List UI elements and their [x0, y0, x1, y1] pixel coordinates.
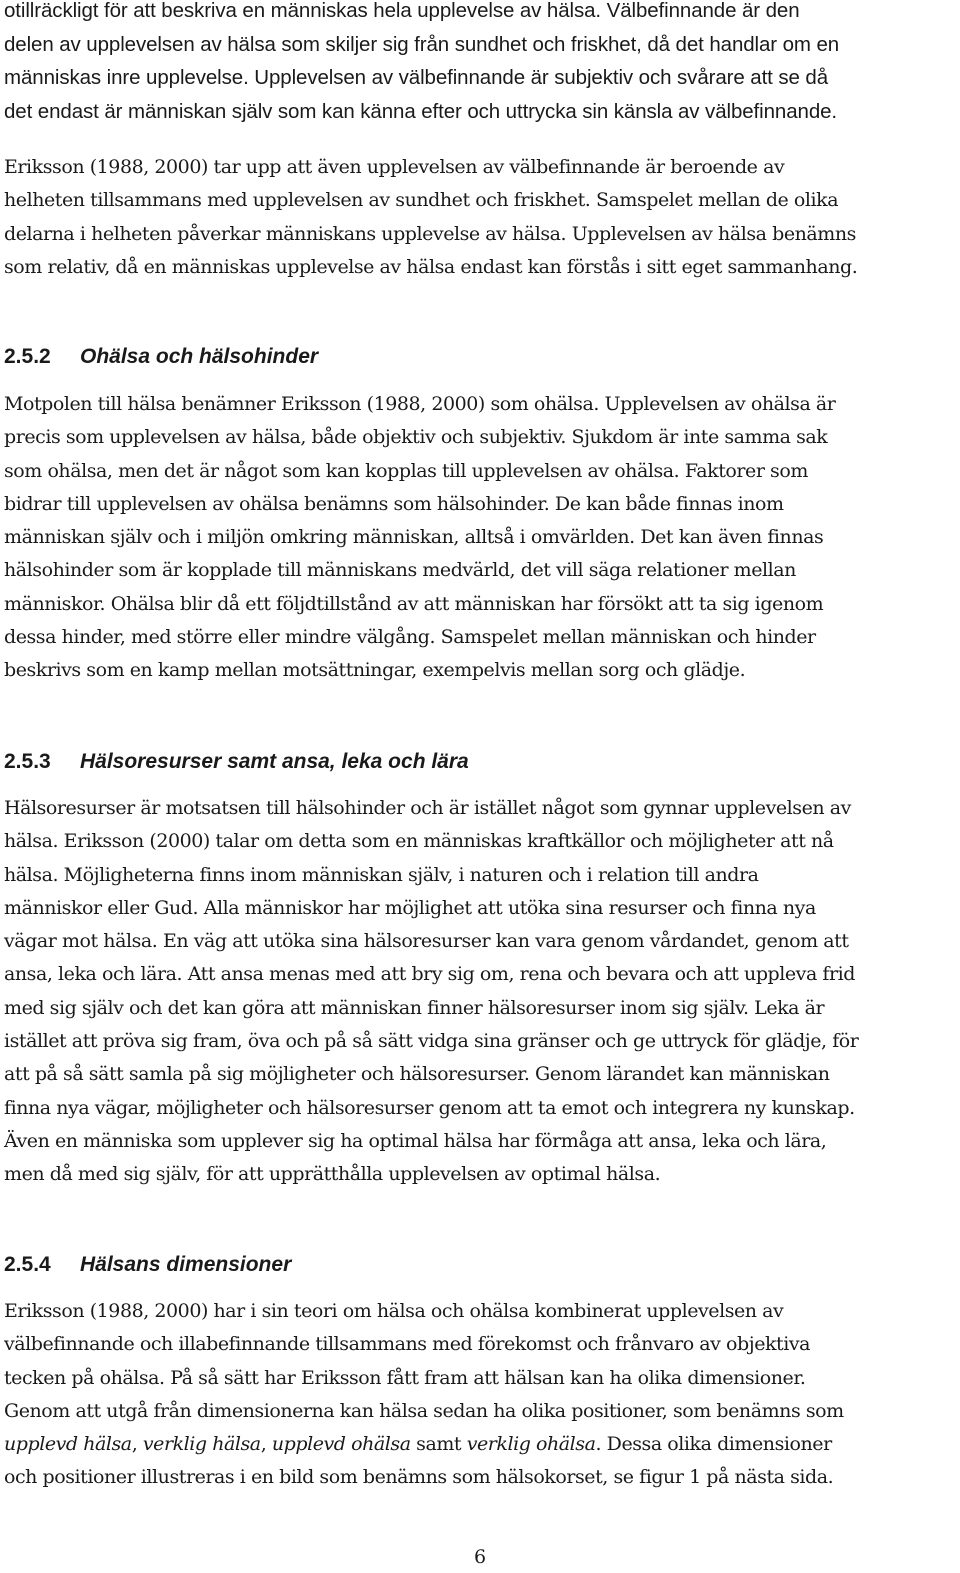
text-line: människor eller Gud. Alla människor har möjlighet att utöka sina resurser och finna nya — [4, 896, 816, 919]
separator: , — [260, 1433, 272, 1456]
section-number: 2.5.4 — [4, 1253, 51, 1276]
text-continuation: . Dessa olika dimensioner — [595, 1433, 832, 1456]
text-line: ansa, leka och lära. Att ansa menas med att bry sig om, rena och bevara och att uppleva frid — [4, 963, 855, 986]
section-title: Hälsans dimensioner — [80, 1253, 292, 1276]
text-line: delarna i helheten påverkar människans upplevelse av hälsa. Upplevelsen av hälsa benämns — [4, 222, 856, 245]
text-line: tecken på ohälsa. På så sätt har Eriksson fått fram att hälsan kan ha olika dimensioner. — [4, 1366, 806, 1389]
text-line: istället att pröva sig fram, öva och på så sätt vidga sina gränser och ge uttryck för glädje, för — [4, 1030, 859, 1053]
text-line: med sig själv och det kan göra att människan finner hälsoresurser inom sig själv. Leka är — [4, 996, 825, 1019]
term-verklig-halsa: verklig hälsa — [142, 1433, 261, 1456]
text-line: hälsohinder som är kopplade till människans medvärld, det vill säga relationer mellan — [4, 559, 796, 582]
text-line: helheten tillsammans med upplevelsen av sundhet och friskhet. Samspelet mellan de olika — [4, 189, 839, 212]
text-line: Genom att utgå från dimensionerna kan hälsa sedan ha olika positioner, som benämns som — [4, 1399, 844, 1422]
text-line: dessa hinder, med större eller mindre välgång. Samspelet mellan människan och hinder — [4, 626, 816, 649]
section-2-5-4-body — [4, 1295, 954, 1495]
separator: , — [131, 1433, 143, 1456]
intro-paragraph-serif — [4, 151, 954, 284]
section-title: Ohälsa och hälsohinder — [80, 345, 319, 368]
section-number: 2.5.3 — [4, 750, 51, 773]
text-line: Eriksson (1988, 2000) tar upp att även upplevelsen av välbefinnande är beroende av — [4, 156, 785, 178]
text-line: Även en människa som upplever sig ha optimal hälsa har förmåga att ansa, leka och lära, — [4, 1129, 827, 1152]
text-line: hälsa. Möjligheterna finns inom människan själv, i naturen och i relation till andra — [4, 863, 759, 886]
text-line: att på så sätt samla på sig möjligheter och hälsoresurser. Genom lärandet kan människan — [4, 1063, 830, 1086]
text-line: precis som upplevelsen av hälsa, både objektiv och subjektiv. Sjukdom är inte samma sak — [4, 426, 828, 449]
section-2-5-2-body — [4, 388, 954, 688]
section-heading-2-5-2 — [4, 345, 318, 369]
page-number: 6 — [473, 1546, 487, 1568]
text-line: Hälsoresurser är motsatsen till hälsohinder och är istället något som gynnar upplevelsen av — [4, 797, 851, 819]
term-upplevd-ohalsa: upplevd ohälsa — [271, 1433, 411, 1456]
text-line: hälsa. Eriksson (2000) talar om detta som en människas kraftkällor och möjligheter att nå — [4, 830, 834, 853]
text-line: vägar mot hälsa. En väg att utöka sina hälsoresurser kan vara genom vårdandet, genom att — [4, 930, 849, 953]
section-heading-2-5-3 — [4, 750, 469, 774]
text-line: människan själv och i miljön omkring människan, alltså i omvärlden. Det kan även finnas — [4, 526, 824, 549]
text-line: otillräckligt för att beskriva en människas hela upplevelse av hälsa. Välbefinnande är den — [4, 0, 800, 22]
text-line-with-italics — [4, 1428, 954, 1461]
text-line: det endast är människan själv som kan känna efter och uttrycka sin känsla av välbefinnande. — [4, 99, 838, 123]
term-verklig-ohalsa: verklig ohälsa — [466, 1433, 596, 1456]
text-line: välbefinnande och illabefinnande tillsammans med förekomst och frånvaro av objektiva — [4, 1333, 811, 1356]
text-line: bidrar till upplevelsen av ohälsa benämns som hälsohinder. De kan både finnas inom — [4, 492, 784, 515]
text-line: men då med sig själv, för att upprätthålla upplevelsen av optimal hälsa. — [4, 1163, 661, 1186]
text-line: delen av upplevelsen av hälsa som skiljer sig från sundhet och friskhet, då det handlar om en — [4, 32, 840, 56]
section-title: Hälsoresurser samt ansa, leka och lära — [80, 750, 469, 773]
text-line: finna nya vägar, möjligheter och hälsoresurser genom att ta emot och integrera ny kunskap. — [4, 1096, 855, 1119]
text-line: Motpolen till hälsa benämner Eriksson (1988, 2000) som ohälsa. Upplevelsen av ohälsa är — [4, 393, 836, 415]
text-line: som ohälsa, men det är något som kan kopplas till upplevelsen av ohälsa. Faktorer som — [4, 459, 808, 482]
intro-paragraph-sans — [4, 0, 954, 128]
section-number: 2.5.2 — [4, 345, 51, 368]
text-line: Eriksson (1988, 2000) har i sin teori om hälsa och ohälsa kombinerat upplevelsen av — [4, 1300, 784, 1322]
text-line: människas inre upplevelse. Upplevelsen av välbefinnande är subjektiv och svårare att se då — [4, 66, 829, 89]
section-2-5-3-body — [4, 792, 954, 1192]
section-heading-2-5-4 — [4, 1253, 291, 1277]
text-line: och positioner illustreras i en bild som benämns som hälsokorset, se figur 1 på nästa sida. — [4, 1466, 834, 1489]
separator: samt — [410, 1433, 467, 1456]
text-line: som relativ, då en människas upplevelse av hälsa endast kan förstås i sitt eget sammanhang. — [4, 255, 858, 278]
text-line: människor. Ohälsa blir då ett följdtillstånd av att människan har försökt att ta sig igenom — [4, 592, 824, 615]
text-line: beskrivs som en kamp mellan motsättningar, exempelvis mellan sorg och glädje. — [4, 659, 746, 682]
term-upplevd-halsa: upplevd hälsa — [4, 1433, 132, 1456]
